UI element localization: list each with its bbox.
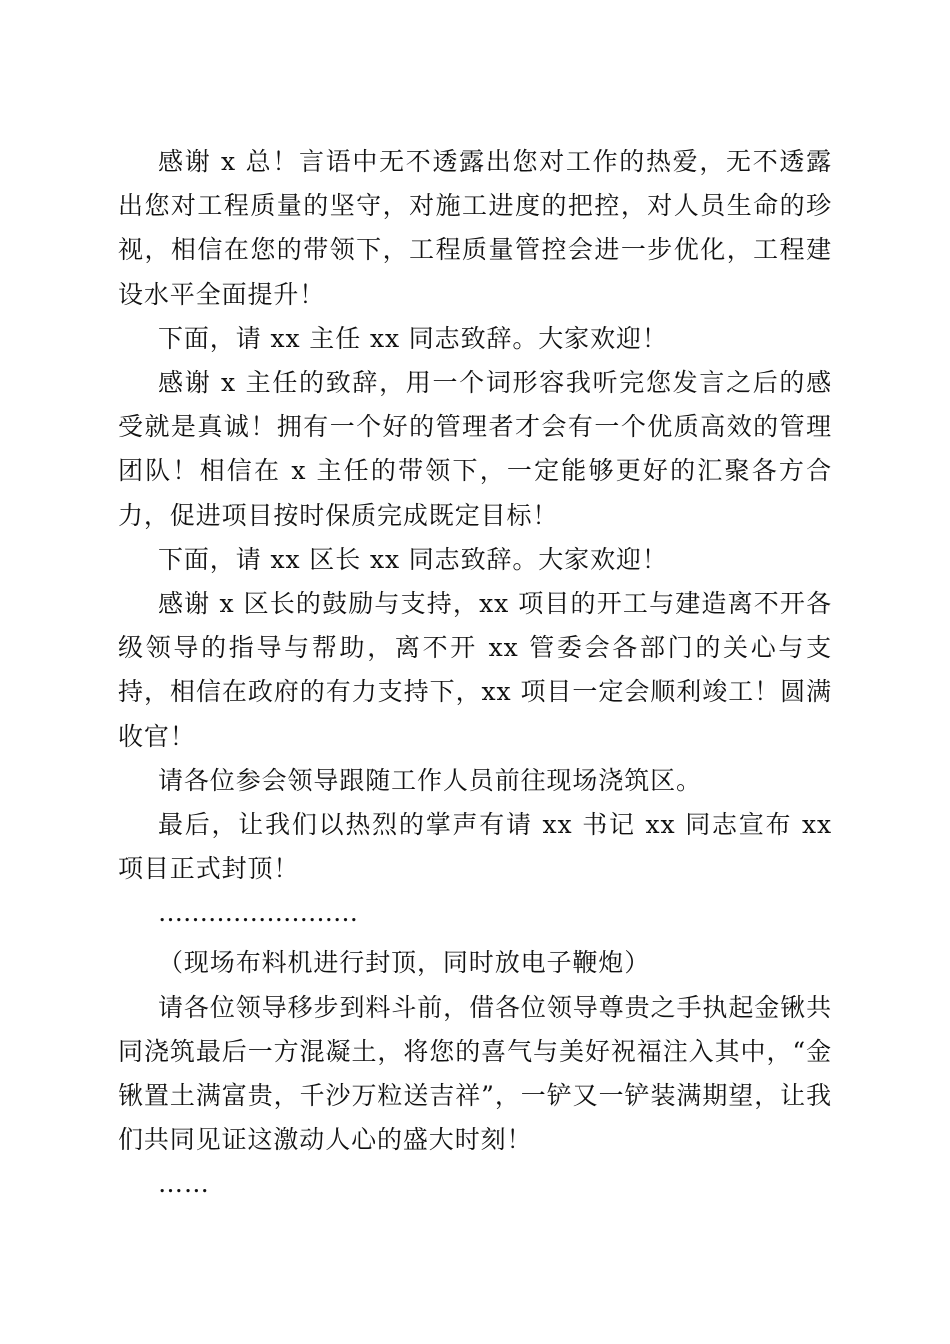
paragraph-thanks-x-zong: 感谢 x 总！言语中无不透露出您对工作的热爱，无不透露出您对工程质量的坚守，对施工进度的把控，对人员生命的珍视，相信在您的带领下，工程质量管控会进一步优化，工程建设水平全面提升！ xyxy=(118,147,832,309)
paragraph-invite-director: 下面，请 xx 主任 xx 同志致辞。大家欢迎！ xyxy=(158,323,668,353)
paragraph-thanks-district-head: 感谢 x 区长的鼓励与支持，xx 项目的开工与建造离不开各级领导的指导与帮助，离不开 xx 管委会各部门的关心与支持，相信在政府的有力支持下，xx 项目一定会顺利竣工！圆满收官！ xyxy=(118,589,832,751)
paragraph-ellipsis-long: …………………… xyxy=(158,898,358,928)
paragraph-thanks-director: 感谢 x 主任的致辞，用一个词形容我听完您发言之后的感受就是真诚！拥有一个好的管理者才会有一个优质高效的管理团队！相信在 x 主任的带领下，一定能够更好的汇聚各方合力，促进项目按时保质完成既定目标！ xyxy=(118,368,832,530)
paragraph-invite-district-head: 下面，请 xx 区长 xx 同志致辞。大家欢迎！ xyxy=(158,544,668,574)
paragraph-stage-direction: （现场布料机进行封顶，同时放电子鞭炮） xyxy=(158,948,651,978)
paragraph-announce-topping: 最后，让我们以热烈的掌声有请 xx 书记 xx 同志宣布 xx 项目正式封顶！ xyxy=(118,810,832,884)
paragraph-pouring-invitation: 请各位领导移步到料斗前，借各位领导尊贵之手执起金锹共同浇筑最后一方混凝土，将您的喜气与美好祝福注入其中，“金锹置土满富贵，千沙万粒送吉祥”，一铲又一铲装满期望，让我们共同见证这激动人心的盛大时刻！ xyxy=(118,992,832,1155)
document-page xyxy=(118,140,832,1207)
paragraph-proceed-to-site: 请各位参会领导跟随工作人员前往现场浇筑区。 xyxy=(158,765,702,795)
paragraph-ellipsis-short: …… xyxy=(158,1169,210,1199)
